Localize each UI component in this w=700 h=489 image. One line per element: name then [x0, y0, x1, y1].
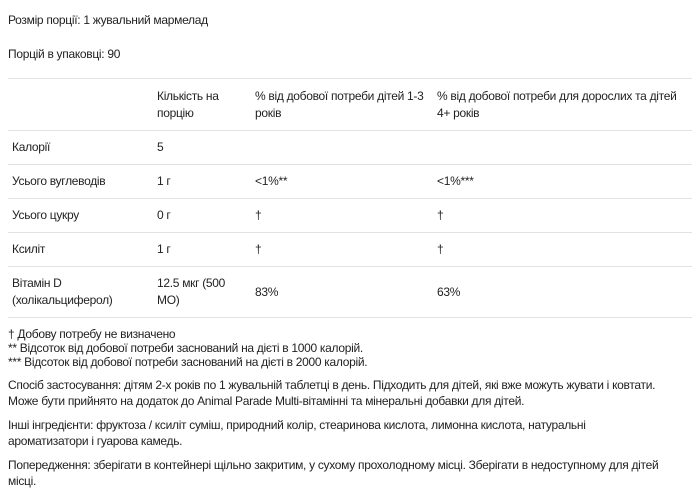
table-header-row [8, 79, 692, 131]
table-row [8, 233, 692, 267]
cell: † [433, 199, 692, 233]
cell: <1%** [251, 165, 433, 199]
header-cell [8, 79, 153, 131]
cell: Вітамін D (холікальциферол) [8, 267, 153, 318]
cell [251, 131, 433, 165]
footnote: † Добову потребу не визначено [8, 327, 176, 341]
warning-text [8, 457, 692, 489]
cell: <1%*** [433, 165, 692, 199]
cell: Усього цукру [8, 199, 153, 233]
cell: 1 г [153, 165, 251, 199]
warning-line: місці. [8, 474, 36, 488]
cell: 5 [153, 131, 251, 165]
header-cell: % від добової потреби дітей 1-3 років [251, 79, 433, 131]
cell: Усього вуглеводів [8, 165, 153, 199]
footnote: ** Відсоток від добової потреби заснований на дієті в 1000 калорій. [8, 341, 363, 355]
servings-per-container: Порцій в упаковці: 90 [8, 47, 121, 61]
cell: 0 г [153, 199, 251, 233]
nutrition-table [8, 78, 692, 318]
footnote: *** Відсоток від добової потреби заснований на дієті в 2000 калорій. [8, 355, 368, 369]
cell: † [251, 199, 433, 233]
cell: 1 г [153, 233, 251, 267]
table-row [8, 165, 692, 199]
ingredients-line: Інші інгредієнти: фруктоза / ксиліт суміш, природний колір, стеаринова кислота, лимонна кислота, натуральні [8, 418, 586, 432]
ingredients-text [8, 417, 692, 449]
serving-size: Розмір порції: 1 жувальний мармелад [8, 13, 208, 27]
cell: 63% [433, 267, 692, 318]
usage-line: Спосіб застосування: дітям 2-х років по 1 жувальній таблетці в день. Підходить для дітей, які вже можуть жувати і ковтати. [8, 378, 656, 392]
header-cell: % від добової потреби для дорослих та дітей 4+ років [433, 79, 692, 131]
warning-line: Попередження: зберігати в контейнері щільно закритим, у сухому прохолодному місці. Зберігати в недоступному для дітей [8, 458, 659, 472]
table-row [8, 267, 692, 318]
cell: Ксиліт [8, 233, 153, 267]
cell: † [251, 233, 433, 267]
cell: 83% [251, 267, 433, 318]
ingredients-line: ароматизатори і гуарова камедь. [8, 434, 183, 448]
cell: 12.5 мкг (500 МО) [153, 267, 251, 318]
table-row [8, 199, 692, 233]
usage-text [8, 377, 692, 409]
table-row [8, 131, 692, 165]
usage-line: Може бути прийнято на додаток до Animal Parade Multi-вітамінні та мінеральні добавки для дітей. [8, 394, 525, 408]
cell: † [433, 233, 692, 267]
cell [433, 131, 692, 165]
footnotes [8, 327, 692, 369]
cell: Калорії [8, 131, 153, 165]
header-cell: Кількість на порцію [153, 79, 251, 131]
